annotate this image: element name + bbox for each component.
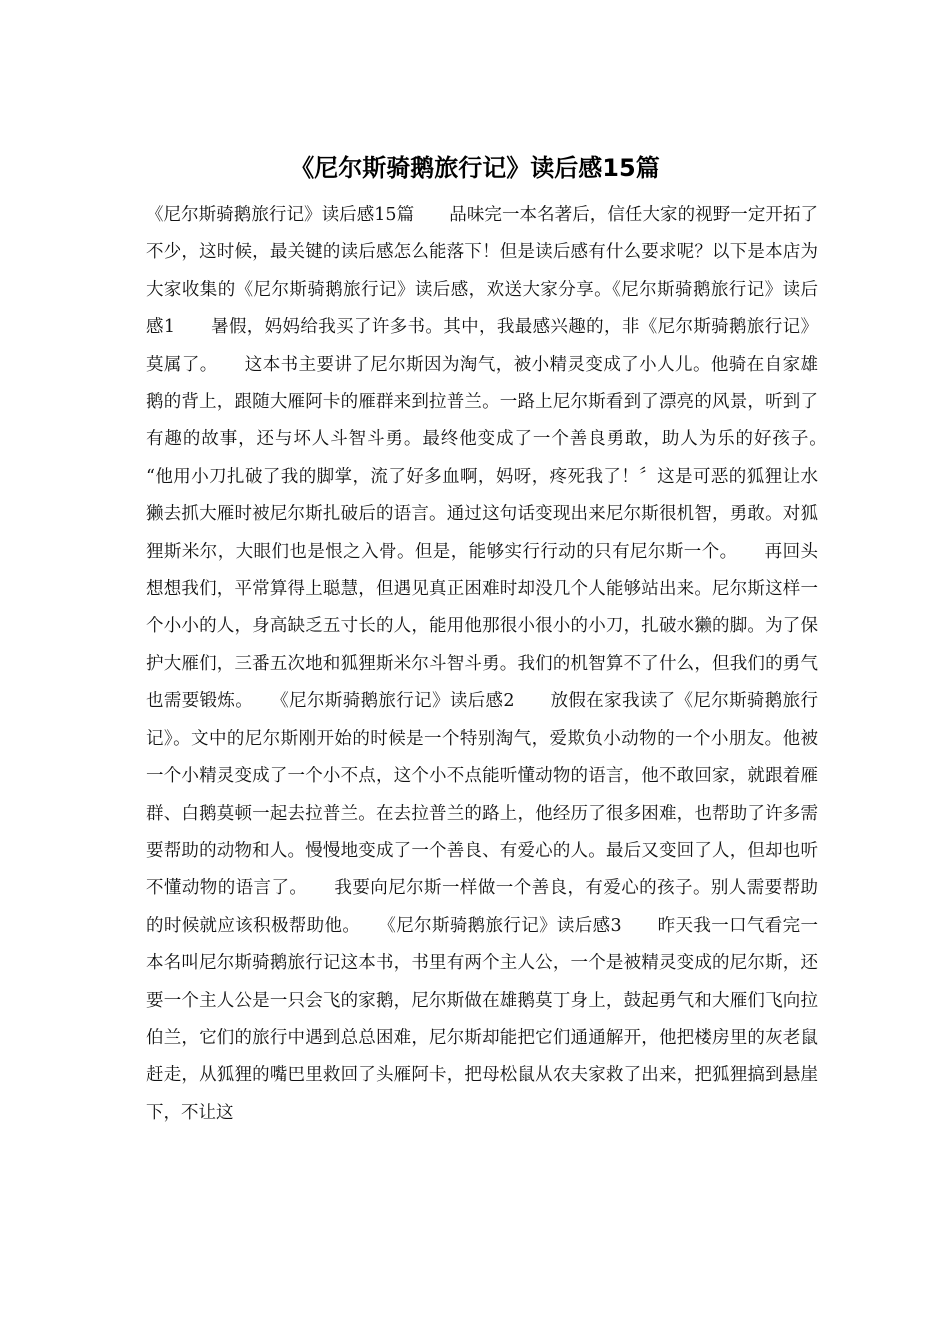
document-body-text: 《尼尔斯骑鹅旅行记》读后感15篇 品味完一本名著后，信任大家的视野一定开拓了不少，这时候，最关键的读后感怎么能落下！但是读后感有什么要求呢？以下是本店为大家收集的《尼尔斯骑鹅旅行记》读后感，欢送大家分享。《尼尔斯骑鹅旅行记》读后感1 暑假，妈妈给我买了许多书。其中，我最感兴趣的，非《尼尔斯骑鹅旅行记》莫属了。 这本书主要讲了尼尔斯因为淘气，被小精灵变成了小人儿。他骑在自家雄鹅的背上，跟随大雁阿卡的雁群来到拉普兰。一路上尼尔斯看到了漂亮的风景，听到了有趣的故事，还与坏人斗智斗勇。最终他变成了一个善良勇敢，助人为乐的好孩子。 “他用小刀扎破了我的脚掌，流了好多血啊，妈呀，疼死我了！〞这是可恶的狐狸让水獭去抓大雁时被尼尔斯扎破后的语言。通过这句话变现出来尼尔斯很机智，勇敢。对狐狸斯米尔，大眼们也是恨之入骨。但是，能够实行行动的只有尼尔斯一个。 再回头想想我们，平常算得上聪慧，但遇见真正困难时却没几个人能够站出来。尼尔斯这样一个小小的人，身高缺乏五寸长的人，能用他那很小很小的小刀，扎破水獭的脚。为了保护大雁们，三番五次地和狐狸斯米尔斗智斗勇。我们的机智算不了什么，但我们的勇气也需要锻炼。 《尼尔斯骑鹅旅行记》读后感2 放假在家我读了《尼尔斯骑鹅旅行记》。文中的尼尔斯刚开始的时候是一个特别淘气，爱欺负小动物的一个小朋友。他被一个小精灵变成了一个小不点，这个小不点能听懂动物的语言，他不敢回家，就跟着雁群、白鹅莫顿一起去拉普兰。在去拉普兰的路上，他经历了很多困难，也帮助了许多需要帮助的动物和人。慢慢地变成了一个善良、有爱心的人。最后又变回了人，但却也听不懂动物的语言了。 我要向尼尔斯一样做一个善良，有爱心的孩子。别人需要帮助的时候就应该积极帮助他。 《尼尔斯骑鹅旅行记》读后感3 昨天我一口气看完一本名叫尼尔斯骑鹅旅行记这本书，书里有两个主人公，一个是被精灵变成的尼尔斯，还要一个主人公是一只会飞的家鹅，尼尔斯做在雄鹅莫丁身上，鼓起勇气和大雁们飞向拉伯兰，它们的旅行中遇到总总困难，尼尔斯却能把它们通通解开，他把楼房里的灰老鼠赶走，从狐狸的嘴巴里救回了头雁阿卡，把母松鼠从农夫家救了出来，把狐狸搞到悬崖下，不让这 xyxy=(146,205,853,1123)
document-title: 《尼尔斯骑鹅旅行记》读后感15篇 xyxy=(290,154,660,182)
